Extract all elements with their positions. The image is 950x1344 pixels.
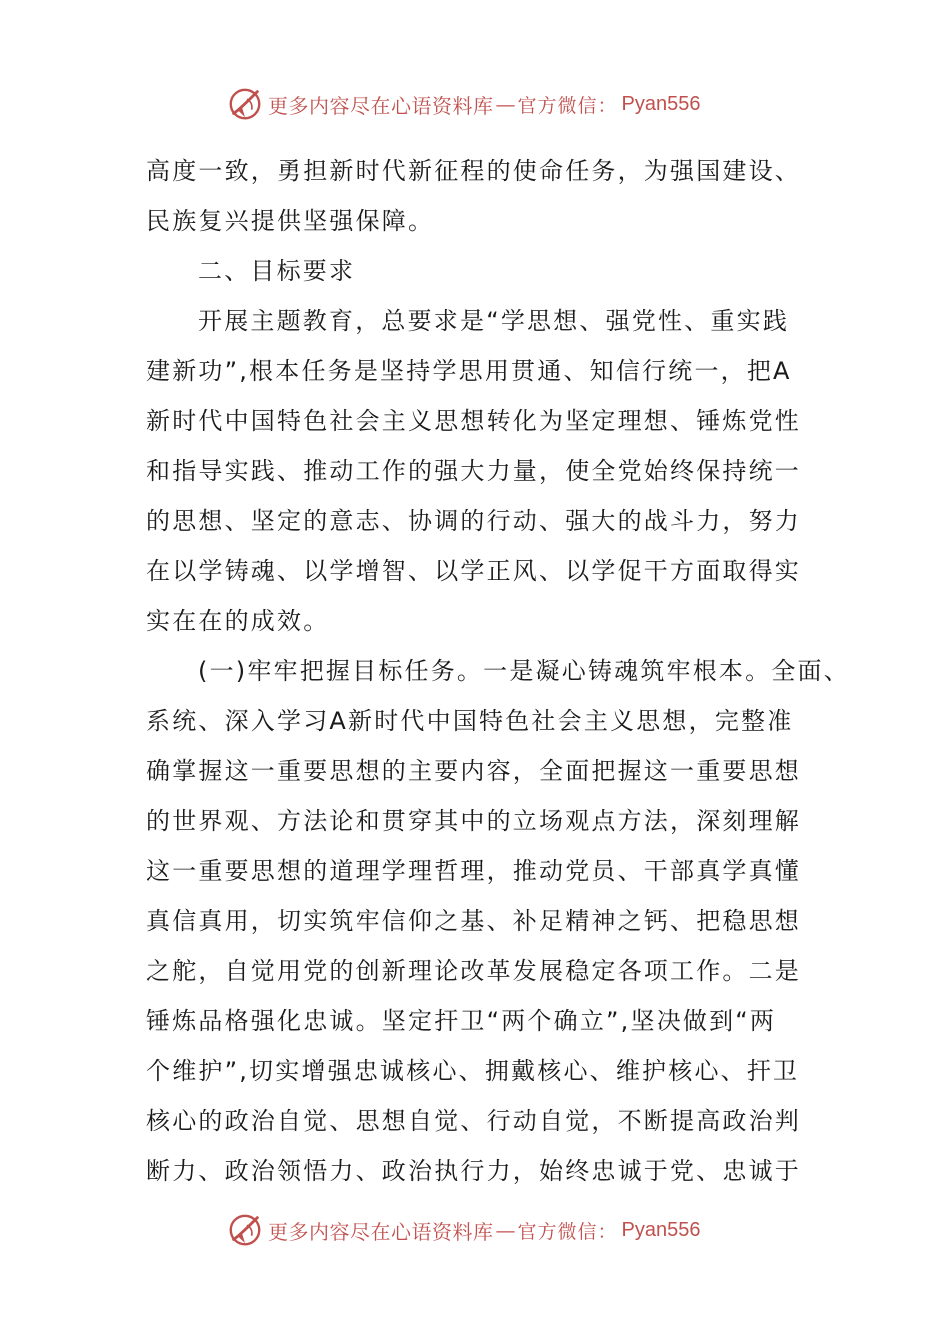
text-line: 民族复兴提供坚强保障。: [146, 207, 435, 235]
text-line: 的世界观、方法论和贯穿其中的立场观点方法，深刻理解: [146, 807, 801, 835]
text-line: 个维护”,切实增强忠诚核心、拥戴核心、维护核心、扞卫: [146, 1057, 800, 1085]
watermark-wechat-id: Pyan556: [621, 1218, 701, 1241]
watermark-text: 更多内容尽在心语资料库: [268, 1219, 494, 1244]
text-line: 开展主题教育，总要求是“学思想、强党性、重实践: [198, 307, 790, 335]
document-body: [146, 146, 850, 1196]
text-line: 建新功”,根本任务是坚持学思用贯通、知信行统一，把A: [146, 357, 792, 385]
watermark-dash: —: [495, 1218, 516, 1242]
text-line: 确掌握这一重要思想的主要内容，全面把握这一重要思想: [146, 757, 801, 785]
text-line: 的思想、坚定的意志、协调的行动、强大的战斗力，努力: [146, 507, 801, 535]
section-heading: 二、目标要求: [198, 257, 356, 285]
watermark-header: [226, 84, 700, 124]
watermark-subtext: 官方微信：: [517, 1220, 618, 1243]
pen-logo-icon: [226, 1211, 264, 1249]
watermark-subtext: 官方微信：: [517, 94, 618, 117]
text-line: 之舵，自觉用党的创新理论改革发展稳定各项工作。二是: [146, 957, 801, 985]
text-line: 和指导实践、推动工作的强大力量，使全党始终保持统一: [146, 457, 801, 485]
pen-logo-icon: [226, 85, 264, 123]
text-line: (一)牢牢把握目标任务。一是凝心铸魂筑牢根本。全面、: [198, 657, 850, 685]
text-line: 系统、深入学习A新时代中国特色社会主义思想，完整准: [146, 707, 794, 735]
text-line: 新时代中国特色社会主义思想转化为坚定理想、锤炼党性: [146, 407, 801, 435]
watermark-wechat-id: Pyan556: [621, 92, 701, 115]
watermark-text: 更多内容尽在心语资料库: [268, 93, 494, 118]
text-line: 真信真用，切实筑牢信仰之基、补足精神之钙、把稳思想: [146, 907, 801, 935]
text-line: 锤炼品格强化忠诚。坚定扞卫“两个确立”,坚决做到“两: [146, 1007, 777, 1035]
text-line: 断力、政治领悟力、政治执行力，始终忠诚于党、忠诚于: [146, 1157, 801, 1185]
watermark-footer: [226, 1210, 700, 1250]
watermark-dash: —: [495, 92, 516, 116]
text-line: 实在在的成效。: [146, 607, 330, 635]
text-line: 核心的政治自觉、思想自觉、行动自觉，不断提高政治判: [146, 1107, 801, 1135]
text-line: 这一重要思想的道理学理哲理，推动党员、干部真学真懂: [146, 857, 801, 885]
text-line: 高度一致，勇担新时代新征程的使命任务，为强国建设、: [146, 157, 801, 185]
text-line: 在以学铸魂、以学增智、以学正风、以学促干方面取得实: [146, 557, 801, 585]
